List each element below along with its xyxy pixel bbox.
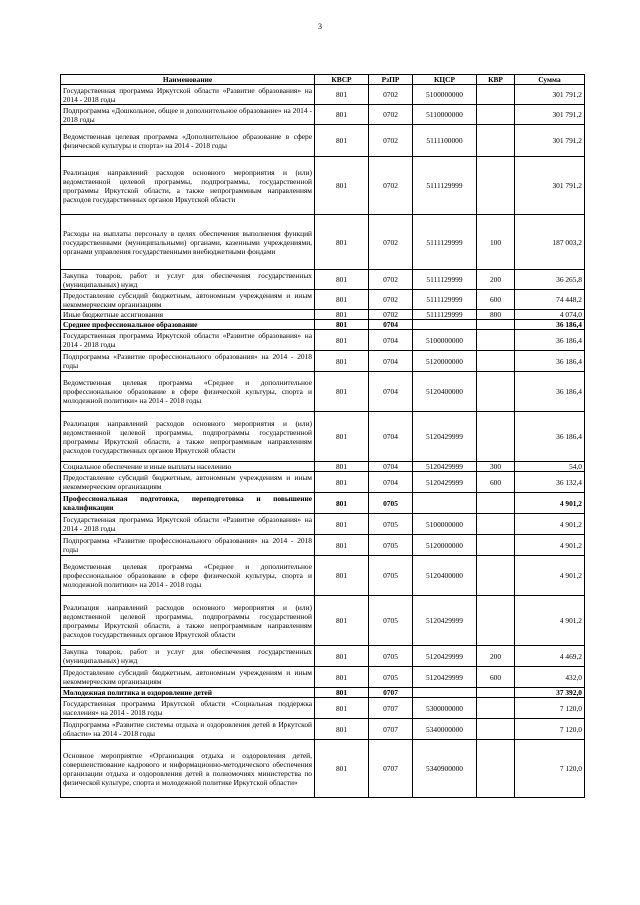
header-name: Наименование — [61, 75, 315, 85]
cell-kvr: 200 — [477, 270, 515, 290]
cell-sum: 7 120,0 — [515, 740, 585, 798]
cell-kvr — [477, 688, 515, 698]
table-row — [61, 493, 585, 514]
header-kvr: КВР — [477, 75, 515, 85]
header-rzpr: РзПР — [369, 75, 413, 85]
budget-table — [60, 74, 585, 798]
cell-kvr: 600 — [477, 472, 515, 493]
cell-kcsr: 5300000000 — [413, 698, 477, 719]
cell-rzpr: 0707 — [369, 698, 413, 719]
header-sum: Сумма — [515, 75, 585, 85]
cell-kcsr: 5100000000 — [413, 330, 477, 351]
cell-name: Государственная программа Иркутской области «Развитие образования» на 2014 - 2018 годы — [61, 514, 315, 535]
cell-kvr — [477, 330, 515, 351]
cell-sum: 301 791,2 — [515, 105, 585, 125]
cell-name: Государственная программа Иркутской области «Развитие образования» на 2014 - 2018 годы — [61, 330, 315, 351]
cell-sum: 36 186,4 — [515, 351, 585, 372]
cell-rzpr: 0705 — [369, 514, 413, 535]
table-row — [61, 596, 585, 646]
cell-name: Подпрограмма «Развитие системы отдыха и оздоровления детей в Иркутской области» на 2014 - 2018 годы — [61, 719, 315, 740]
cell-kcsr: 5120429999 — [413, 596, 477, 646]
table-row — [61, 290, 585, 310]
cell-kcsr: 5340900000 — [413, 740, 477, 798]
table-row — [61, 740, 585, 798]
cell-sum: 4 901,2 — [515, 493, 585, 514]
table-header-row — [61, 75, 585, 85]
cell-rzpr: 0704 — [369, 351, 413, 372]
cell-kvsr: 801 — [315, 646, 369, 667]
cell-kvsr: 801 — [315, 535, 369, 556]
cell-name: Подпрограмма «Развитие профессионального образования» на 2014 - 2018 годы — [61, 535, 315, 556]
cell-kvsr: 801 — [315, 719, 369, 740]
cell-name: Государственная программа Иркутской области «Развитие образования» на 2014 - 2018 годы — [61, 85, 315, 105]
cell-kvr — [477, 157, 515, 215]
cell-kcsr — [413, 688, 477, 698]
cell-kvr: 200 — [477, 646, 515, 667]
cell-kvsr: 801 — [315, 290, 369, 310]
cell-kvsr: 801 — [315, 698, 369, 719]
cell-kvr — [477, 105, 515, 125]
cell-rzpr: 0704 — [369, 412, 413, 462]
cell-kvr — [477, 493, 515, 514]
cell-name: Ведомственная целевая программа «Дополнительное образование в сфере физической культуры и спорта» на 2014 - 2018 годы — [61, 125, 315, 157]
cell-rzpr: 0704 — [369, 320, 413, 330]
cell-kvr — [477, 514, 515, 535]
cell-kvr — [477, 85, 515, 105]
cell-name: Профессиональная подготовка, переподготовка и повышение квалификации — [61, 493, 315, 514]
cell-sum: 7 120,0 — [515, 719, 585, 740]
cell-sum: 4 901,2 — [515, 556, 585, 596]
cell-sum: 7 120,0 — [515, 698, 585, 719]
cell-kvr — [477, 719, 515, 740]
cell-name: Подпрограмма «Дошкольное, общее и дополнительное образование» на 2014 - 2018 годы — [61, 105, 315, 125]
cell-kvsr: 801 — [315, 412, 369, 462]
cell-rzpr: 0705 — [369, 596, 413, 646]
cell-kcsr — [413, 493, 477, 514]
cell-kcsr: 5340000000 — [413, 719, 477, 740]
cell-rzpr: 0702 — [369, 215, 413, 270]
cell-kvr — [477, 596, 515, 646]
cell-name: Предоставление субсидий бюджетным, автономным учреждениям и иным некоммерческим организациям — [61, 472, 315, 493]
cell-kvr — [477, 125, 515, 157]
cell-kvr — [477, 740, 515, 798]
cell-kcsr: 5110000000 — [413, 105, 477, 125]
cell-name: Предоставление субсидий бюджетным, автономным учреждениям и иным некоммерческим организациям — [61, 667, 315, 688]
cell-rzpr: 0702 — [369, 125, 413, 157]
cell-kvr — [477, 556, 515, 596]
cell-kcsr: 5111129999 — [413, 157, 477, 215]
cell-kvr: 100 — [477, 215, 515, 270]
cell-kvsr: 801 — [315, 125, 369, 157]
table-row — [61, 105, 585, 125]
cell-kcsr: 5120400000 — [413, 372, 477, 412]
cell-kcsr: 5111129999 — [413, 310, 477, 320]
page-number: 3 — [318, 22, 322, 31]
cell-kvsr: 801 — [315, 330, 369, 351]
cell-name: Реализация направлений расходов основного мероприятия и (или) ведомственной целевой программы, подпрограммы государственной программы Иркутской области, а также непрограммным направлениям расходов государственных органов Иркутской области — [61, 412, 315, 462]
cell-kvr — [477, 351, 515, 372]
cell-kcsr: 5100000000 — [413, 514, 477, 535]
cell-kcsr: 5120429999 — [413, 462, 477, 472]
cell-sum: 36 186,4 — [515, 372, 585, 412]
cell-kvr — [477, 698, 515, 719]
table-row — [61, 646, 585, 667]
cell-name: Ведомственная целевая программа «Среднее и дополнительное профессиональное образование в сфере физической культуры, спорта и молодежной политики» на 2014 - 2018 годы — [61, 556, 315, 596]
cell-rzpr: 0705 — [369, 646, 413, 667]
table-row — [61, 667, 585, 688]
cell-rzpr: 0702 — [369, 310, 413, 320]
cell-name: Основное мероприятие «Организация отдыха и оздоровления детей, совершенствование кадрового и информационно-методического обеспечения организации отдыха и оздоровления детей в полномочиях министерства по физической культуре, спорта и молодежной политике Иркутской области» — [61, 740, 315, 798]
cell-kvsr: 801 — [315, 215, 369, 270]
header-kvsr: КВСР — [315, 75, 369, 85]
cell-kvr: 600 — [477, 667, 515, 688]
cell-rzpr: 0704 — [369, 372, 413, 412]
cell-name: Предоставление субсидий бюджетным, автономным учреждениям и иным некоммерческим организациям — [61, 290, 315, 310]
cell-sum: 36 186,4 — [515, 330, 585, 351]
cell-rzpr: 0707 — [369, 688, 413, 698]
cell-kvsr: 801 — [315, 514, 369, 535]
table-row — [61, 412, 585, 462]
cell-kvsr: 801 — [315, 351, 369, 372]
cell-kvsr: 801 — [315, 85, 369, 105]
cell-name: Подпрограмма «Развитие профессионального образования» на 2014 - 2018 годы — [61, 351, 315, 372]
cell-name: Расходы на выплаты персоналу в целях обеспечения выполнения функций государственными (муниципальными) органами, казенными учреждениями, органами управления государственными внебюджетными фондами — [61, 215, 315, 270]
cell-kvsr: 801 — [315, 462, 369, 472]
cell-sum: 36 265,8 — [515, 270, 585, 290]
cell-kvr — [477, 535, 515, 556]
cell-name: Государственная программа Иркутской области «Социальная поддержка населения» на 2014 - 2018 годы — [61, 698, 315, 719]
cell-rzpr: 0702 — [369, 270, 413, 290]
cell-kcsr: 5111129999 — [413, 215, 477, 270]
cell-name: Социальное обеспечение и иные выплаты населению — [61, 462, 315, 472]
cell-kvr: 300 — [477, 462, 515, 472]
cell-sum: 301 791,2 — [515, 125, 585, 157]
table-row — [61, 125, 585, 157]
cell-sum: 4 901,2 — [515, 535, 585, 556]
cell-sum: 301 791,2 — [515, 157, 585, 215]
cell-sum: 4 901,2 — [515, 514, 585, 535]
cell-rzpr: 0705 — [369, 493, 413, 514]
cell-name: Среднее профессиональное образование — [61, 320, 315, 330]
cell-kvsr: 801 — [315, 740, 369, 798]
cell-kvsr: 801 — [315, 310, 369, 320]
cell-sum: 74 448,2 — [515, 290, 585, 310]
cell-sum: 54,0 — [515, 462, 585, 472]
table-row — [61, 85, 585, 105]
cell-kcsr: 5111100000 — [413, 125, 477, 157]
cell-sum: 4 074,0 — [515, 310, 585, 320]
table-body — [61, 85, 585, 798]
cell-kvr: 800 — [477, 310, 515, 320]
cell-kcsr: 5120429999 — [413, 412, 477, 462]
cell-rzpr: 0705 — [369, 667, 413, 688]
table-row — [61, 320, 585, 330]
table-row — [61, 330, 585, 351]
cell-rzpr: 0702 — [369, 290, 413, 310]
cell-kvsr: 801 — [315, 596, 369, 646]
table-row — [61, 688, 585, 698]
table-row — [61, 462, 585, 472]
cell-kvsr: 801 — [315, 688, 369, 698]
cell-kcsr: 5120400000 — [413, 556, 477, 596]
cell-sum: 187 003,2 — [515, 215, 585, 270]
cell-rzpr: 0702 — [369, 157, 413, 215]
cell-rzpr: 0702 — [369, 85, 413, 105]
table-row — [61, 556, 585, 596]
table-row — [61, 215, 585, 270]
table-row — [61, 351, 585, 372]
table-row — [61, 535, 585, 556]
cell-kvr: 600 — [477, 290, 515, 310]
cell-kcsr: 5120429999 — [413, 472, 477, 493]
cell-rzpr: 0704 — [369, 330, 413, 351]
cell-kcsr: 5120429999 — [413, 667, 477, 688]
table-row — [61, 698, 585, 719]
cell-name: Иные бюджетные ассигнования — [61, 310, 315, 320]
cell-name: Ведомственная целевая программа «Среднее и дополнительное профессиональное образование в сфере физической культуры, спорта и молодежной политики» на 2014 - 2018 годы — [61, 372, 315, 412]
cell-rzpr: 0704 — [369, 472, 413, 493]
cell-rzpr: 0705 — [369, 535, 413, 556]
cell-kcsr: 5100000000 — [413, 85, 477, 105]
cell-sum: 4 901,2 — [515, 596, 585, 646]
cell-sum: 301 791,2 — [515, 85, 585, 105]
cell-name: Молодежная политика и оздоровление детей — [61, 688, 315, 698]
table-row — [61, 157, 585, 215]
table-row — [61, 514, 585, 535]
cell-sum: 36 186,4 — [515, 412, 585, 462]
cell-kvr — [477, 412, 515, 462]
cell-sum: 37 392,0 — [515, 688, 585, 698]
cell-name: Реализация направлений расходов основного мероприятия и (или) ведомственной целевой программы, подпрограммы государственной программы Иркутской области, а также непрограммным направлениям расходов государственных органов Иркутской области — [61, 596, 315, 646]
cell-kcsr: 5111129999 — [413, 290, 477, 310]
cell-kcsr — [413, 320, 477, 330]
cell-rzpr: 0704 — [369, 462, 413, 472]
table-row — [61, 310, 585, 320]
cell-kvsr: 801 — [315, 667, 369, 688]
cell-sum: 432,0 — [515, 667, 585, 688]
cell-kvsr: 801 — [315, 472, 369, 493]
table-row — [61, 472, 585, 493]
cell-kvsr: 801 — [315, 320, 369, 330]
cell-kcsr: 5111129999 — [413, 270, 477, 290]
cell-kvr — [477, 372, 515, 412]
table-row — [61, 270, 585, 290]
cell-name: Реализация направлений расходов основного мероприятия и (или) ведомственной целевой программы, подпрограммы, государственной программы Иркутской области, а также непрограммным направлениям расходов государственных органов Иркутской области — [61, 157, 315, 215]
cell-sum: 36 186,4 — [515, 320, 585, 330]
cell-kvsr: 801 — [315, 270, 369, 290]
cell-sum: 36 132,4 — [515, 472, 585, 493]
header-kcsr: КЦСР — [413, 75, 477, 85]
cell-kvsr: 801 — [315, 105, 369, 125]
cell-kvsr: 801 — [315, 556, 369, 596]
cell-rzpr: 0702 — [369, 105, 413, 125]
cell-kvsr: 801 — [315, 493, 369, 514]
cell-kcsr: 5120429999 — [413, 646, 477, 667]
table-row — [61, 719, 585, 740]
cell-kvr — [477, 320, 515, 330]
table-row — [61, 372, 585, 412]
cell-rzpr: 0705 — [369, 556, 413, 596]
cell-kvsr: 801 — [315, 157, 369, 215]
cell-kcsr: 5120000000 — [413, 535, 477, 556]
cell-rzpr: 0707 — [369, 719, 413, 740]
cell-kvsr: 801 — [315, 372, 369, 412]
cell-kcsr: 5120000000 — [413, 351, 477, 372]
cell-sum: 4 469,2 — [515, 646, 585, 667]
cell-name: Закупка товаров, работ и услуг для обеспечения государственных (муниципальных) нужд — [61, 270, 315, 290]
cell-name: Закупка товаров, работ и услуг для обеспечения государственных (муниципальных) нужд — [61, 646, 315, 667]
cell-rzpr: 0707 — [369, 740, 413, 798]
